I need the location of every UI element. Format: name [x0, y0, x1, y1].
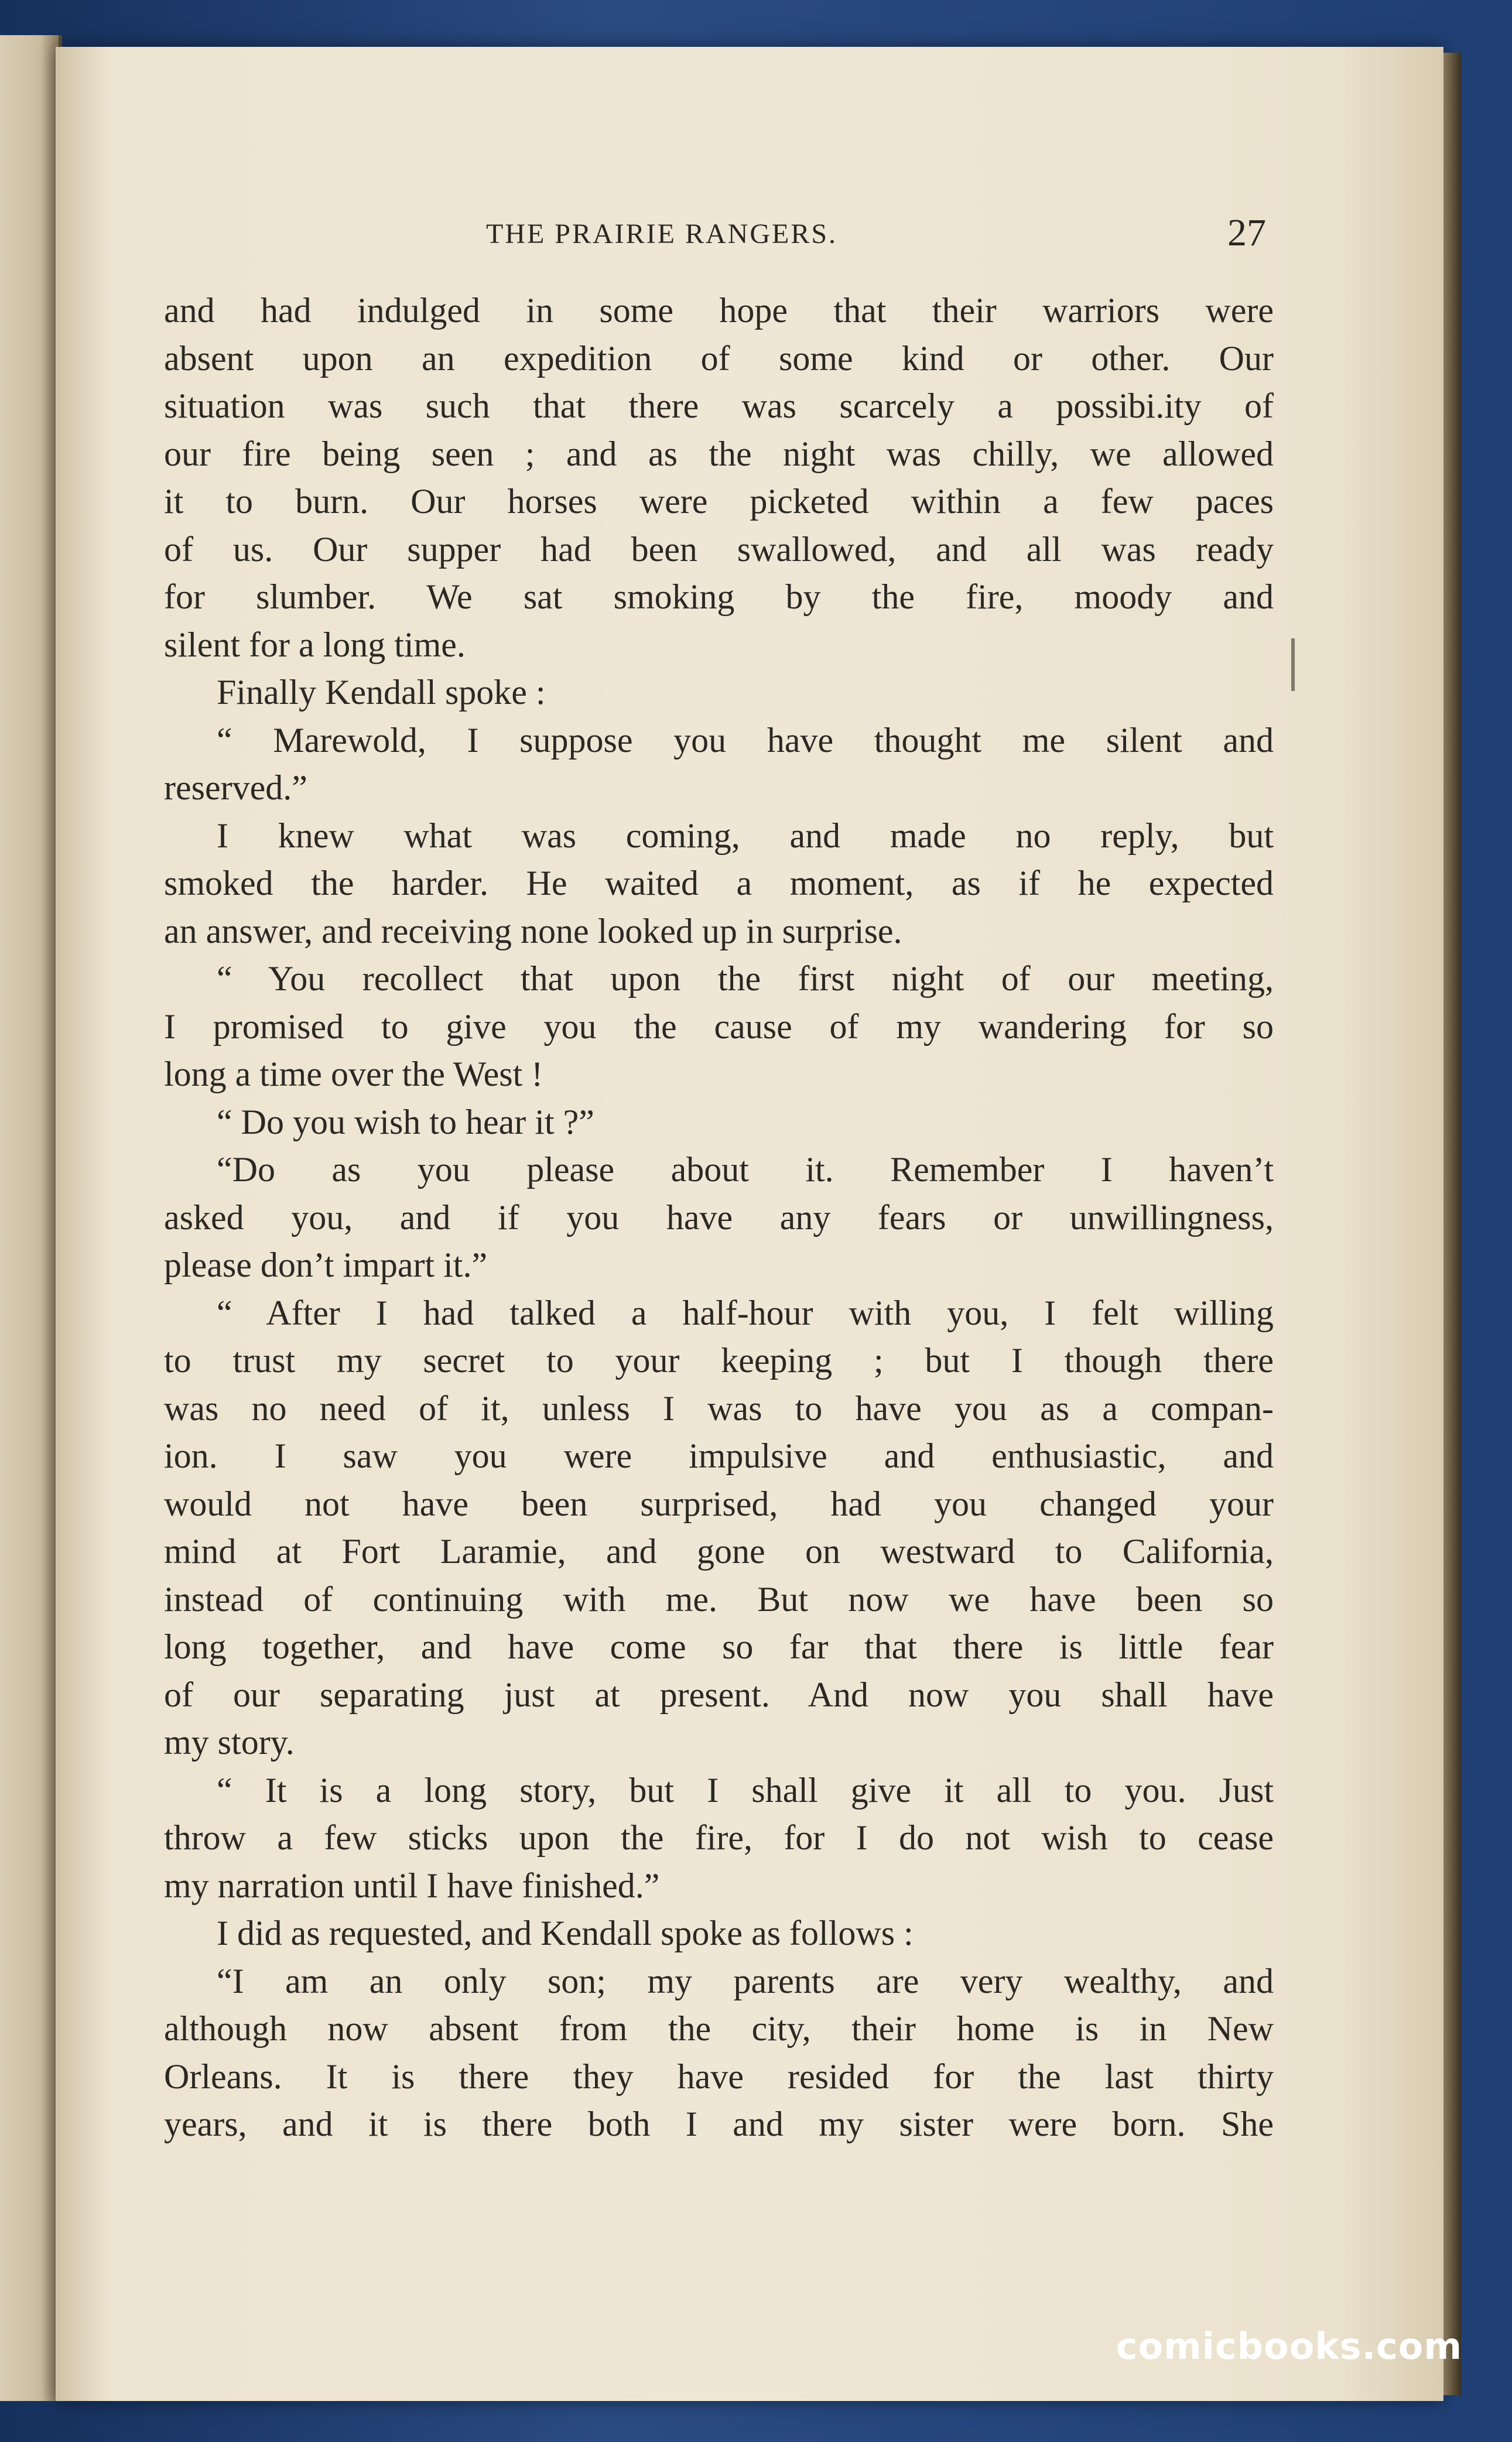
text-line: Orleans. It is there they have resided for the last thirty — [164, 2057, 1274, 2096]
text-line: “ Do you wish to hear it ?” — [217, 1102, 594, 1141]
text-line: for slumber. We sat smoking by the fire, moody and — [164, 577, 1274, 616]
text-line: “Do as you please about it. Remember I haven’t — [217, 1150, 1274, 1189]
text-line: absent upon an expedition of some kind or other. Our — [164, 338, 1274, 378]
text-line: smoked the harder. He waited a moment, as if he expected — [164, 864, 1274, 902]
text-line: would not have been surprised, had you changed your — [164, 1484, 1274, 1523]
text-line: I promised to give you the cause of my wandering for so — [164, 1007, 1274, 1046]
text-line: to trust my secret to your keeping ; but I though there — [164, 1341, 1274, 1380]
text-line: “ Marewold, I suppose you have thought me silent and — [217, 720, 1274, 760]
text-line: “ It is a long story, but I shall give it all to you. Just — [217, 1770, 1274, 1810]
text-line: and had indulged in some hope that their warriors were — [164, 291, 1274, 330]
text-line: of us. Our supper had been swallowed, and all was ready — [164, 529, 1274, 569]
text-line: was no need of it, unless I was to have you as a compan- — [164, 1388, 1274, 1428]
text-line: “I am an only son; my parents are very wealthy, and — [217, 1961, 1274, 2000]
text-line: my story. — [164, 1723, 295, 1762]
text-line: Finally Kendall spoke : — [217, 673, 546, 712]
text-line: ion. I saw you were impulsive and enthusiastic, and — [164, 1437, 1274, 1475]
text-line: “ You recollect that upon the first night of our meeting, — [217, 959, 1274, 998]
text-line: it to burn. Our horses were picketed within a few paces — [164, 482, 1274, 521]
text-line: years, and it is there both I and my sister were born. She — [164, 2105, 1274, 2143]
text-line: I did as requested, and Kendall spoke as follows : — [217, 1914, 914, 1952]
text-line: an answer, and receiving none looked up in surprise. — [164, 911, 902, 950]
text-line: although now absent from the city, their home is in New — [164, 2009, 1274, 2048]
page-shadow-edge — [1443, 53, 1461, 2395]
text-line: long a time over the West ! — [164, 1055, 543, 1093]
text-line: long together, and have come so far that there is little fear — [164, 1627, 1274, 1666]
watermark: comicbooks.com — [1116, 2325, 1462, 2368]
text-line: I knew what was coming, and made no reply, but — [217, 816, 1274, 855]
running-title: THE PRAIRIE RANGERS. — [486, 218, 838, 249]
text-line: please don’t impart it.” — [164, 1246, 488, 1284]
text-line: reserved.” — [164, 768, 307, 807]
margin-mark — [1291, 638, 1295, 691]
text-line: asked you, and if you have any fears or unwillingness, — [164, 1198, 1274, 1237]
text-line: mind at Fort Laramie, and gone on westward to California, — [164, 1532, 1274, 1571]
text-line: of our separating just at present. And now you shall have — [164, 1675, 1274, 1714]
body-text — [164, 287, 1274, 2149]
text-line: silent for a long time. — [164, 625, 466, 664]
previous-page-edge — [0, 35, 62, 2401]
text-line: my narration until I have finished.” — [164, 1866, 660, 1905]
text-line: “ After I had talked a half-hour with you, I felt willing — [217, 1293, 1274, 1332]
text-line: situation was such that there was scarcely a possibi.ity of — [164, 387, 1274, 425]
text-line: our fire being seen ; and as the night was chilly, we allowed — [164, 434, 1274, 473]
text-line: instead of continuing with me. But now we have been so — [164, 1579, 1274, 1619]
text-line: throw a few sticks upon the fire, for I do not wish to cease — [164, 1818, 1274, 1857]
page-number: 27 — [1227, 211, 1266, 254]
